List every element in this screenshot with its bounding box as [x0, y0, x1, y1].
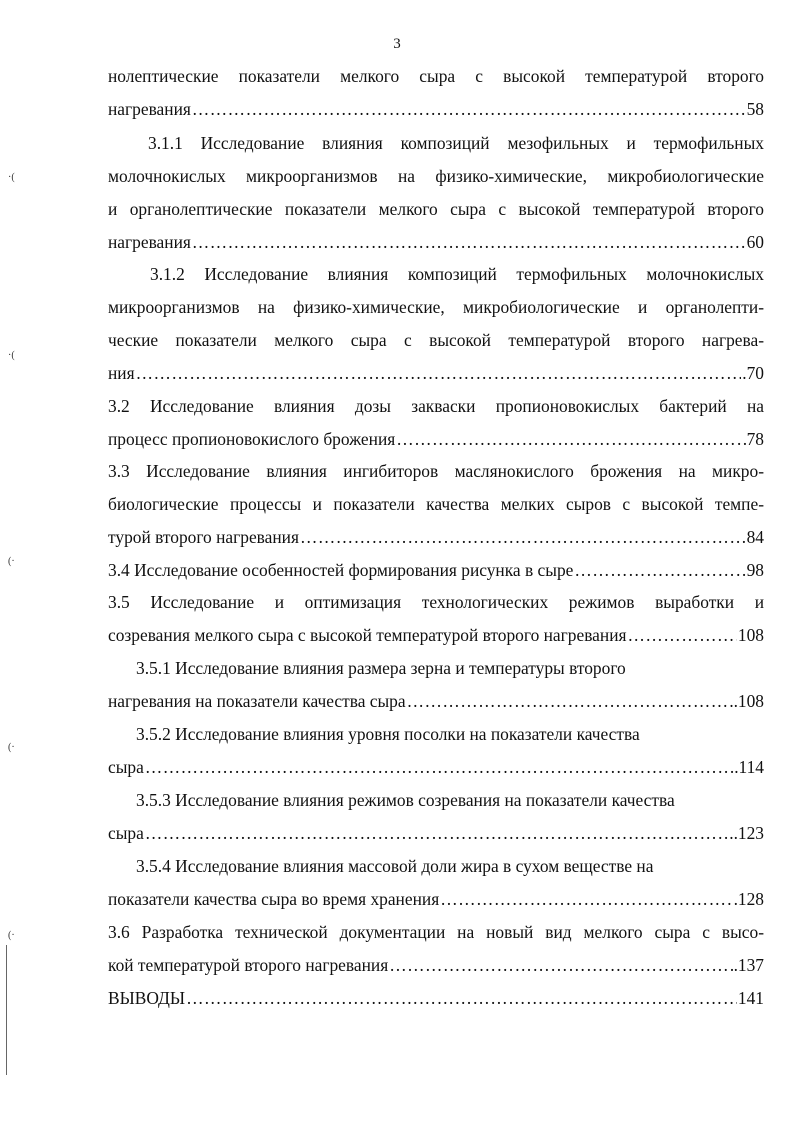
toc-entry-text: нагревания — [108, 232, 191, 252]
toc-entry — [108, 361, 764, 385]
toc-leader-dots — [300, 525, 746, 549]
toc-entry — [108, 689, 764, 713]
toc-line: биологические процессы и показатели качества мелких сыров с высокой темпе- — [108, 494, 764, 514]
toc-page-number: 98 — [746, 560, 764, 580]
toc-entry — [108, 986, 764, 1010]
toc-entry — [108, 558, 764, 582]
scan-edge-line — [6, 945, 7, 1075]
toc-leader-dots — [145, 755, 729, 779]
margin-mark: ·( — [8, 172, 15, 183]
toc-leader-dots — [396, 427, 745, 451]
toc-leader-dots — [574, 558, 745, 582]
margin-mark: ·( — [8, 350, 15, 361]
toc-line: 3.5.2 Исследование влияния уровня посолки на показатели качества — [136, 724, 640, 744]
toc-leader-dots — [145, 821, 728, 845]
toc-line: 3.3 Исследование влияния ингибиторов маслянокислого брожения на микро- — [108, 461, 764, 481]
toc-entry — [108, 821, 764, 845]
toc-entry — [108, 623, 764, 647]
toc-leader-dots — [389, 953, 732, 977]
toc-leader-dots — [192, 230, 746, 254]
toc-leader-dots — [186, 986, 737, 1010]
toc-entry-text: ния — [108, 363, 135, 383]
toc-entry-text: сыра — [108, 823, 144, 843]
toc-entry-text: турой второго нагревания — [108, 527, 299, 547]
toc-entry-text: созревания мелкого сыра с высокой температурой второго нагревания — [108, 625, 627, 645]
toc-entry-text: показатели качества сыра во время хранения — [108, 889, 440, 909]
toc-entry — [108, 525, 764, 549]
toc-leader-dots — [192, 97, 746, 121]
toc-line: нолептические показатели мелкого сыра с высокой температурой второго — [108, 66, 764, 86]
toc-page-number: 84 — [746, 527, 764, 547]
toc-entry — [108, 887, 764, 911]
page-number: 3 — [393, 36, 401, 52]
toc-page-number: 141 — [737, 988, 764, 1008]
toc-entry-text: кой температурой второго нагревания — [108, 955, 389, 975]
toc-line: молочнокислых микроорганизмов на физико-химические, микробиологические — [108, 166, 764, 186]
toc-page-number: 58 — [746, 99, 764, 119]
toc-line: 3.2 Исследование влияния дозы закваски пропионовокислых бактерий на — [108, 396, 764, 416]
toc-entry-text: ВЫВОДЫ — [108, 988, 186, 1008]
toc-entry — [108, 953, 764, 977]
toc-line: 3.6 Разработка технической документации на новый вид мелкого сыра с высо- — [108, 922, 764, 942]
toc-page-number: .108 — [733, 691, 764, 711]
toc-entry-text: 3.4 Исследование особенностей формирования рисунка в сыре — [108, 560, 574, 580]
toc-entry-text: сыра — [108, 757, 144, 777]
toc-line: 3.5.1 Исследование влияния размера зерна и температуры второго — [136, 658, 626, 678]
toc-entry-text: нагревания — [108, 99, 191, 119]
toc-leader-dots — [407, 689, 733, 713]
toc-page-number: .137 — [733, 955, 764, 975]
toc-page-number: 108 — [737, 625, 764, 645]
toc-page-number: .70 — [742, 363, 764, 383]
toc-page-number: ..114 — [729, 757, 764, 777]
toc-leader-dots — [628, 623, 737, 647]
toc-page-number: 60 — [746, 232, 764, 252]
toc-leader-dots — [136, 361, 742, 385]
toc-page-number: ..123 — [729, 823, 764, 843]
toc-line: 3.5 Исследование и оптимизация технологических режимов выработки и — [108, 592, 764, 612]
toc-line: ческие показатели мелкого сыра с высокой температурой второго нагрева- — [108, 330, 764, 350]
margin-mark: (· — [8, 930, 15, 941]
margin-mark: (· — [8, 742, 15, 753]
margin-mark: (· — [8, 556, 15, 567]
toc-entry-text: нагревания на показатели качества сыра — [108, 691, 406, 711]
toc-leader-dots — [440, 887, 732, 911]
toc-line: 3.5.3 Исследование влияния режимов созревания на показатели качества — [136, 790, 675, 810]
toc-line: 3.1.2 Исследование влияния композиций термофильных молочнокислых — [150, 264, 764, 284]
toc-line: 3.5.4 Исследование влияния массовой доли жира в сухом веществе на — [136, 856, 654, 876]
toc-line: и органолептические показатели мелкого сыра с высокой температурой второго — [108, 199, 764, 219]
toc-page-number: 78 — [746, 429, 764, 449]
toc-entry-text: процесс пропионовокислого брожения — [108, 429, 396, 449]
toc-line: микроорганизмов на физико-химические, микробиологические и органолепти- — [108, 297, 764, 317]
toc-line: 3.1.1 Исследование влияния композиций мезофильных и термофильных — [148, 133, 764, 153]
toc-entry — [108, 97, 764, 121]
toc-entry — [108, 230, 764, 254]
toc-page-number: .128 — [733, 889, 764, 909]
toc-entry — [108, 427, 764, 451]
toc-entry — [108, 755, 764, 779]
